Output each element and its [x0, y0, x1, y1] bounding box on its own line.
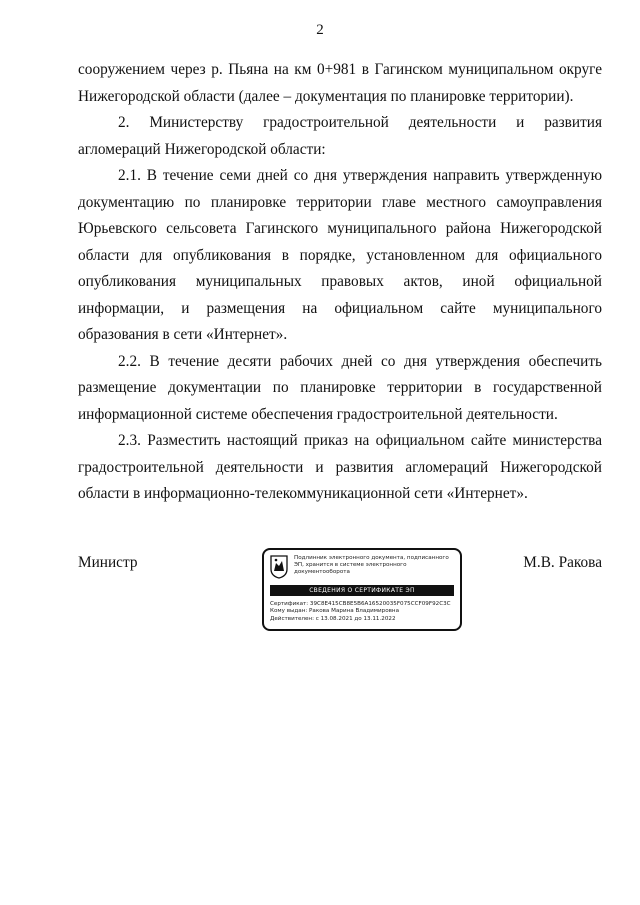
paragraph-2-3: 2.3. Разместить настоящий приказ на официальном сайте министерства градостроительной деятельности и развития агломераций Нижегородской области в информационно-телекоммуникационной сети «Интернет».	[78, 432, 602, 502]
certificate-validity: Действителен: с 13.08.2021 до 13.11.2022	[270, 615, 396, 622]
certificate-number: Сертификат: 39C8E415CB8E5B6A16520035F075CCF09F92C3C	[270, 601, 451, 607]
coat-of-arms-icon	[270, 555, 288, 579]
paragraph-continuation: сооружением через р. Пьяна на км 0+981 в Гагинском муниципальном округе Нижегородской области (далее – документация по планировке территории).	[78, 61, 602, 105]
stamp-details	[270, 601, 456, 623]
signer-name: М.В. Ракова	[523, 554, 602, 571]
e-signature-stamp	[262, 548, 462, 631]
page-number: 2	[316, 22, 324, 38]
certificate-owner: Кому выдан: Ракова Марина Владимировна	[270, 608, 399, 615]
signature-block	[78, 548, 602, 638]
stamp-header: СВЕДЕНИЯ О СЕРТИФИКАТЕ ЭП	[270, 585, 454, 596]
stamp-note: Подлинник электронного документа, подписанного ЭП, хранится в системе электронного документооборота	[294, 555, 449, 575]
paragraph-2-2: 2.2. В течение десяти рабочих дней со дня утверждения обеспечить размещение документации по планировке территории в государственной информационной системе обеспечения градостроительной деятельности.	[78, 352, 602, 423]
document-body	[78, 57, 602, 508]
stamp-top	[270, 555, 456, 581]
signer-position: Министр	[78, 554, 138, 571]
paragraph-2-1: 2.1. В течение семи дней со дня утверждения направить утвержденную документацию по планировке территории главе местного самоуправления Юрьевского сельсовета Гагинского муниципального района Нижегородской области для опубликования в порядке, установленном для официального опубликования муниципальных правовых актов, иной официальной информации, и размещения на официальном сайте муниципального образования в сети «Интернет».	[78, 167, 602, 343]
paragraph-2: 2. Министерству градостроительной деятельности и развития агломераций Нижегородской области:	[78, 114, 602, 158]
